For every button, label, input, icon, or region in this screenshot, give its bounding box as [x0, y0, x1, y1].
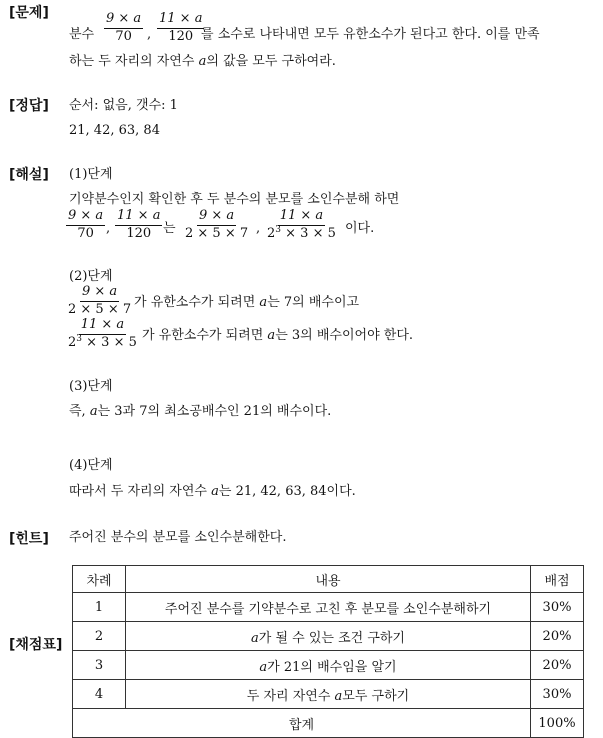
table-row [73, 651, 584, 680]
fraction-numerator: 11 × a [79, 318, 126, 335]
row-points: 20% [531, 651, 584, 680]
comma: , [256, 221, 261, 236]
step1-end: 이다. [345, 221, 375, 236]
fraction-numerator: 9 × a [66, 209, 105, 226]
fraction-denominator: 120 [168, 28, 194, 44]
fraction-numerator: 11 × a [115, 209, 162, 226]
table-header-row [73, 566, 584, 593]
step1-text: 기약분수인지 확인한 후 두 분수의 분모를 소인수분해 하면 [69, 192, 400, 207]
fraction-denominator: 2 × 5 × 7 [68, 301, 132, 317]
grading-table [72, 565, 584, 738]
hint-label: [힌트] [9, 531, 49, 547]
row-content: 주어진 분수를 기약분수로 고친 후 분모를 소인수분해하기 [126, 593, 531, 622]
grading-label: [채점표] [9, 637, 63, 653]
step3-title: (3)단계 [69, 379, 113, 394]
row-points: 30% [531, 680, 584, 709]
step1-fraction-3 [183, 209, 250, 242]
step2-line1: 가 유한소수가 되려면 a는 7의 배수이고 [134, 295, 360, 310]
fraction-denominator: 70 [77, 225, 94, 241]
fraction-numerator: 11 × a [278, 209, 325, 226]
header-content: 내용 [126, 566, 531, 593]
row-points: 30% [531, 593, 584, 622]
row-order: 4 [73, 680, 126, 709]
table-row [73, 593, 584, 622]
problem-fraction-1 [104, 12, 143, 45]
comma: , [106, 221, 111, 236]
table-row [73, 622, 584, 651]
row-points: 20% [531, 622, 584, 651]
problem-label: [문제] [9, 5, 49, 21]
fraction-denominator: 70 [115, 28, 132, 44]
fraction-numerator: 9 × a [80, 285, 119, 302]
fraction-denominator: $2^3 \times 3 \times 5$ [68, 333, 137, 350]
fraction-numerator: 9 × a [197, 209, 236, 226]
problem-fraction-2 [157, 12, 204, 45]
step2-title: (2)단계 [69, 269, 113, 284]
total-points: 100% [531, 709, 584, 738]
table-row [73, 680, 584, 709]
step1-fraction-4 [265, 209, 338, 242]
step4-title: (4)단계 [69, 458, 113, 473]
answer-line1: 순서: 없음, 갯수: 1 [69, 98, 178, 113]
fraction-denominator: $2^3 \times 3 \times 5$ [267, 224, 336, 241]
table-total-row [73, 709, 584, 738]
header-points: 배점 [531, 566, 584, 593]
step2-fraction-2 [66, 318, 139, 351]
row-order: 3 [73, 651, 126, 680]
hint-text: 주어진 분수의 분모를 소인수분해한다. [69, 530, 287, 545]
total-label: 합계 [73, 709, 531, 738]
step1-fraction-1 [66, 209, 105, 242]
header-order: 차례 [73, 566, 126, 593]
fraction-numerator: 9 × a [104, 12, 143, 29]
answer-line2: 21, 42, 63, 84 [69, 123, 160, 138]
row-order: 2 [73, 622, 126, 651]
row-content: 두 자리 자연수 a모두 구하기 [126, 680, 531, 709]
solution-label: [해설] [9, 167, 49, 183]
step4-text: 따라서 두 자리의 자연수 a는 21, 42, 63, 84이다. [69, 484, 356, 499]
fraction-numerator: 11 × a [157, 12, 204, 29]
comma: , [147, 27, 152, 42]
step2-fraction-1 [66, 285, 133, 318]
answer-label: [정답] [9, 98, 49, 114]
problem-prefix: 분수 [69, 27, 95, 42]
fraction-denominator: 120 [126, 225, 152, 241]
problem-text-line1: 를 소수로 나타내면 모두 유한소수가 된다고 한다. 이를 만족 [201, 27, 540, 42]
problem-text-line2: 하는 두 자리의 자연수 a의 값을 모두 구하여라. [69, 54, 336, 69]
step1-neun: 는 [163, 221, 176, 236]
step3-text: 즉, a는 3과 7의 최소공배수인 21의 배수이다. [69, 404, 332, 419]
row-content: a가 될 수 있는 조건 구하기 [126, 622, 531, 651]
row-content: a가 21의 배수임을 알기 [126, 651, 531, 680]
step2-line2: 가 유한소수가 되려면 a는 3의 배수이어야 한다. [142, 328, 414, 343]
step1-title: (1)단계 [69, 167, 113, 182]
row-order: 1 [73, 593, 126, 622]
fraction-denominator: 2 × 5 × 7 [185, 225, 249, 241]
step1-fraction-2 [115, 209, 162, 242]
